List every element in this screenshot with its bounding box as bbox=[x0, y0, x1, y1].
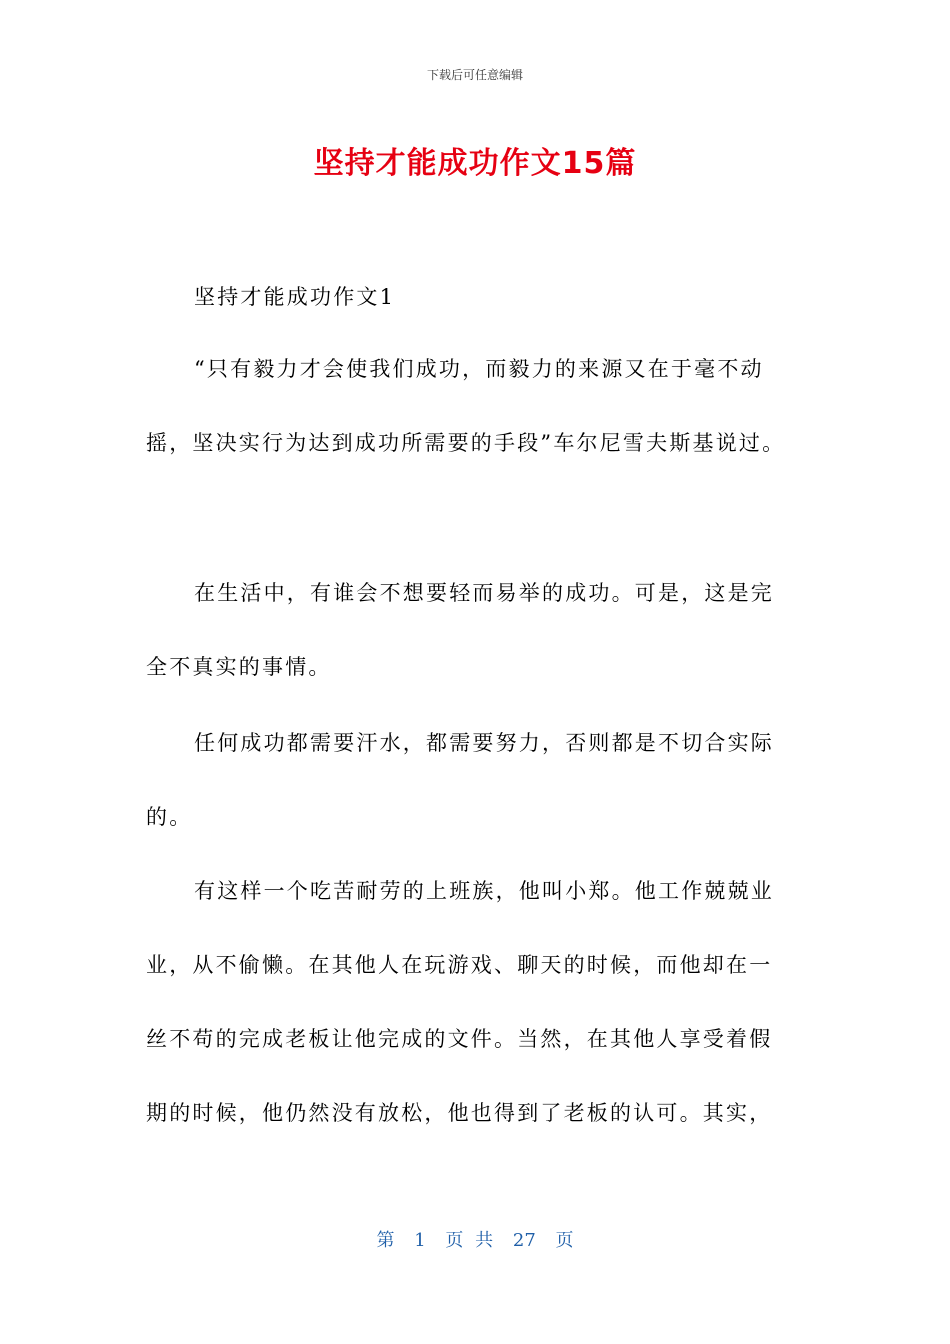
current-page-number: 1 bbox=[414, 1230, 426, 1251]
paragraph-line: 期的时候，他仍然没有放松，他也得到了老板的认可。其实， bbox=[146, 1101, 773, 1125]
footer-prefix: 第 bbox=[376, 1230, 395, 1251]
paragraph-line: “只有毅力才会使我们成功，而毅力的来源又在于毫不动 bbox=[194, 357, 764, 381]
footer-suffix: 页 bbox=[555, 1230, 574, 1251]
section-heading: 坚持才能成功作文1 bbox=[194, 285, 396, 309]
document-title: 坚持才能成功作文15篇 bbox=[313, 146, 637, 181]
header-note: 下载后可任意编辑 bbox=[426, 68, 523, 82]
paragraph-line: 有这样一个吃苦耐劳的上班族，他叫小郑。他工作兢兢业 bbox=[194, 879, 774, 903]
total-page-count: 27 bbox=[512, 1230, 536, 1251]
paragraph-line: 在生活中，有谁会不想要轻而易举的成功。可是，这是完 bbox=[194, 581, 774, 605]
paragraph-line: 任何成功都需要汗水，都需要努力，否则都是不切合实际 bbox=[194, 731, 774, 755]
footer-mid: 页 共 bbox=[445, 1230, 494, 1251]
paragraph-line: 业，从不偷懒。在其他人在玩游戏、聊天的时候，而他却在一 bbox=[146, 953, 773, 977]
page-footer bbox=[0, 1226, 950, 1252]
paragraph-line: 摇，坚决实行为达到成功所需要的手段”车尔尼雪夫斯基说过。 bbox=[146, 431, 786, 455]
paragraph-line: 丝不苟的完成老板让他完成的文件。当然，在其他人享受着假 bbox=[146, 1027, 773, 1051]
paragraph-line: 的。 bbox=[146, 805, 193, 829]
paragraph-line: 全不真实的事情。 bbox=[146, 655, 332, 679]
